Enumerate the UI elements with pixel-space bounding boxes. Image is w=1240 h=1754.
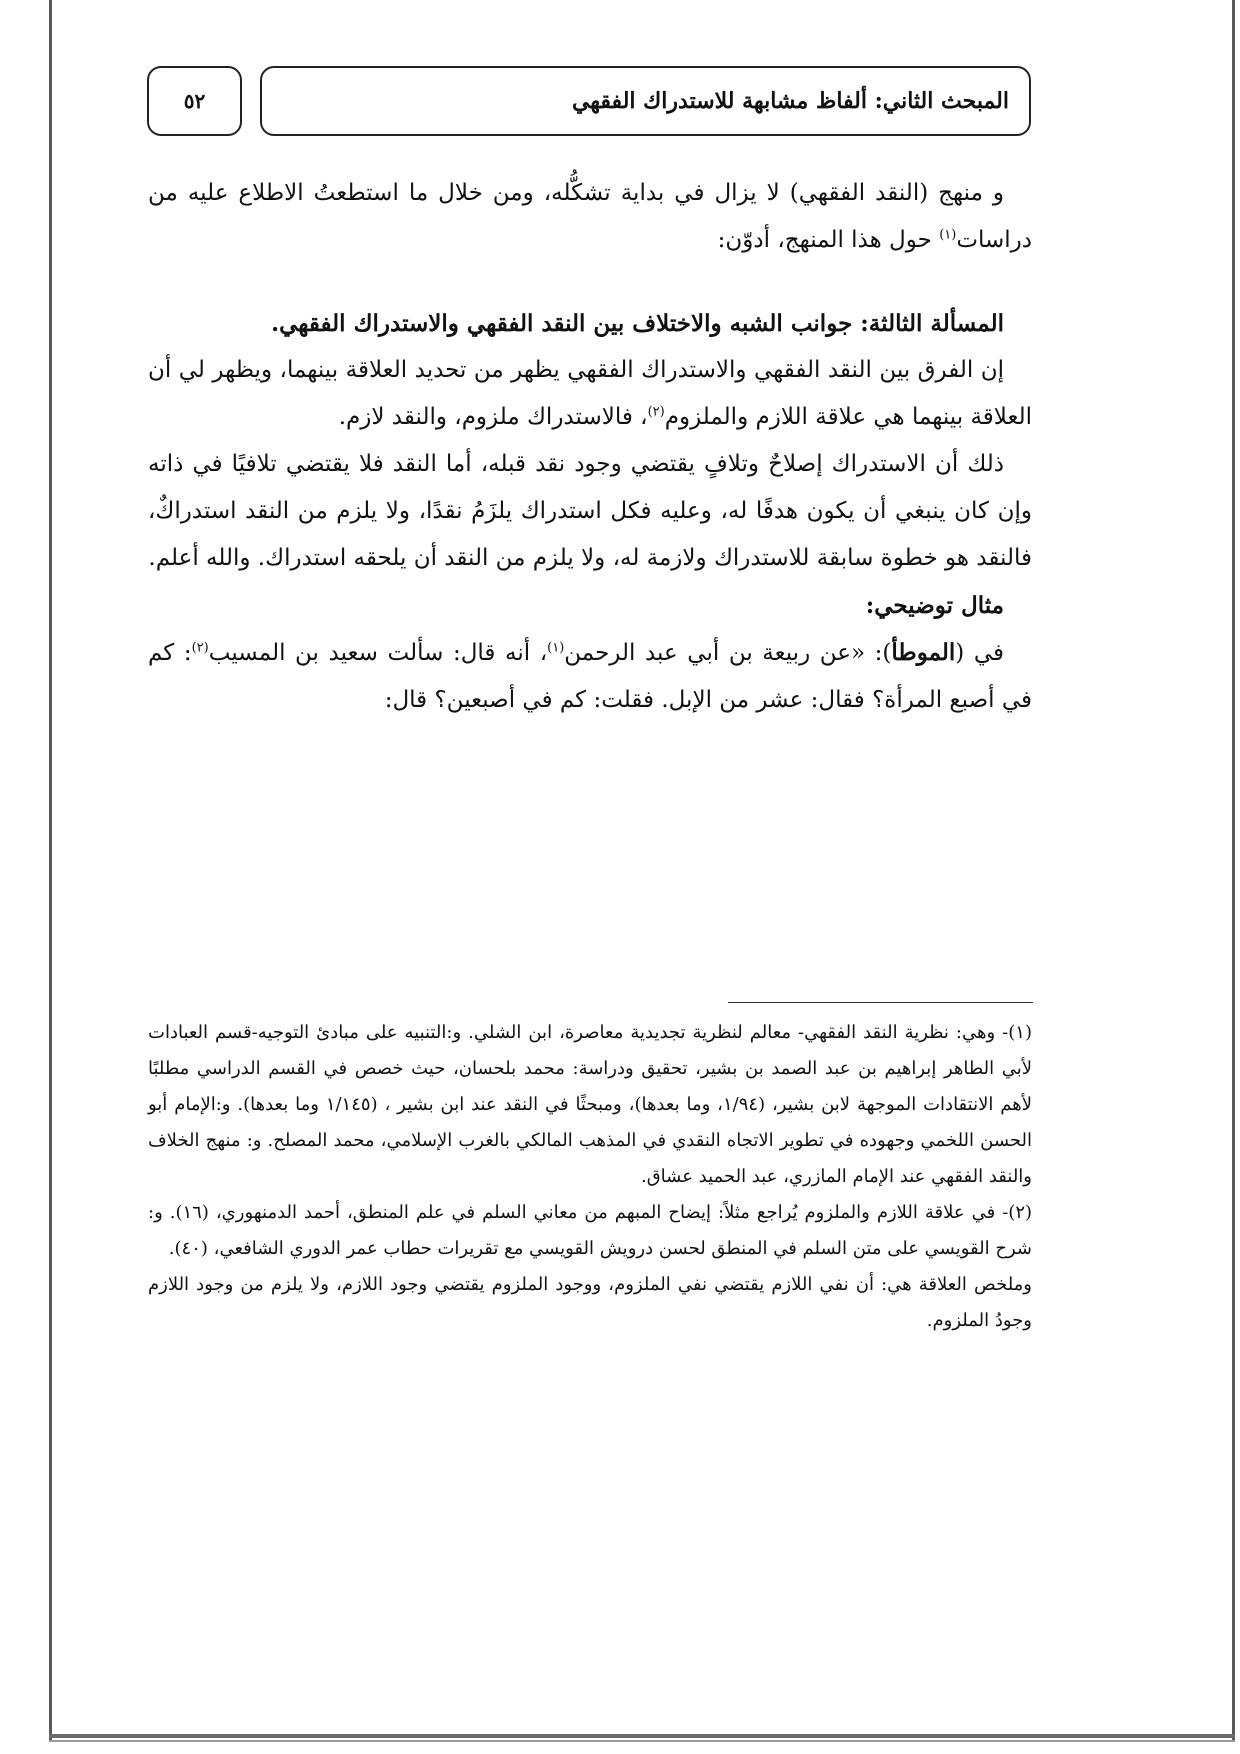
paragraph-explanation: ذلك أن الاستدراك إصلاحٌ وتلافٍ يقتضي وجود نقد قبله، أما النقد فلا يقتضي تلافيًا في ذاته وإن كان ينبغي أن يكون هدفًا له، وعليه فكل استدراك يلزَمُ نقدًا، ولا يلزم من النقد استدراكٌ، فالنقد هو خطوة سابقة للاستدراك ولازمة له، ولا يلزم من النقد أن يلحقه استدراك. والله أعلم. <box>148 451 1032 571</box>
running-header-title: المبحث الثاني: ألفاظ مشابهة للاستدراك الفقهي <box>571 88 1009 114</box>
footnote-1: (١)- وهي: نظرية النقد الفقهي- معالم لنظرية تجديدية معاصرة، ابن الشلي. و:التنبيه على مبادئ التوجيه-قسم العبادات لأبي الطاهر إبراهيم بن عبد الصمد بن بشير، تحقيق ودراسة: محمد بلحسان، حيث خصص في القسم الدراسي مطلبًا لأهم الانتقادات الموجهة لابن بشير، (١/٩٤، وما بعدها)، ومبحثًا في النقد عند ابن بشير ، (١/١٤٥ وما بعدها). و:الإمام أبو الحسن اللخمي وجهوده في تطوير الاتجاه النقدي في المذهب المالكي بالغرب الإسلامي، محمد المصلح. و: منهج الخلاف والنقد الفقهي عند الإمام المازري، عبد الحميد عشاق. <box>148 1022 1032 1187</box>
page-frame-right <box>1232 0 1235 1740</box>
running-header <box>260 66 1031 136</box>
footnote-ref: (٢) <box>647 404 665 420</box>
footnote-separator <box>728 1002 1033 1003</box>
main-text <box>148 170 1032 724</box>
paragraph-difference: إن الفرق بين النقد الفقهي والاستدراك الفقهي يظهر من تحديد العلاقة بينهما، ويظهر لي أن العلاقة بينهما هي علاقة اللازم والملزوم$^{(٢)}$، فالاستدراك ملزوم، والنقد لازم. <box>148 357 1032 430</box>
page-frame-bottom-shadow <box>49 1740 1235 1742</box>
book-title: الموطأ <box>891 639 956 666</box>
footnote-ref: (١) <box>547 640 565 656</box>
page-number: ٥٢ <box>183 89 206 113</box>
footnotes <box>148 1015 1032 1339</box>
page-frame-left <box>49 0 52 1740</box>
footnote-2-continuation: وملخص العلاقة هي: أن نفي اللازم يقتضي نفي الملزوم، ووجود الملزوم يقتضي وجود اللازم، ولا يلزم من وجود اللازم وجودُ الملزوم. <box>148 1274 1032 1331</box>
page-frame-bottom <box>49 1734 1235 1738</box>
footnote-ref: (٢) <box>191 640 209 656</box>
page-number-box <box>147 66 242 136</box>
section-heading <box>148 300 1032 347</box>
paragraph-intro: و منهج (النقد الفقهي) لا يزال في بداية تشكُّله، ومن خلال ما استطعتُ الاطلاع عليه من دراسات$^{(١)}$ حول هذا المنهج، أدوّن: <box>148 180 1032 253</box>
footnote-ref: (١) <box>939 227 957 243</box>
footnote-2: (٢)- في علاقة اللازم والملزوم يُراجع مثلاً: إيضاح المبهم من معاني السلم في علم المنطق، أحمد الدمنهوري، (١٦). و: شرح القويسي على متن السلم في المنطق لحسن درويش القويسي مع تقريرات حطاب عمر الدوري الشافعي، (٤٠). <box>148 1202 1033 1259</box>
section-heading-text: : جوانب الشبه والاختلاف بين النقد الفقهي والاستدراك الفقهي. <box>271 310 869 337</box>
paragraph-example: في (الموطأ): «عن ربيعة بن أبي عبد الرحمن$^{(١)}$، أنه قال: سألت سعيد بن المسيب$^{(٢)}$: كم في أصبع المرأة؟ فقال: عشر من الإبل. فقلت: كم في أصبعين؟ قال: <box>148 639 1032 713</box>
section-heading-label: المسألة الثالثة <box>868 310 1004 337</box>
example-heading: مثال توضيحي: <box>865 592 1004 619</box>
